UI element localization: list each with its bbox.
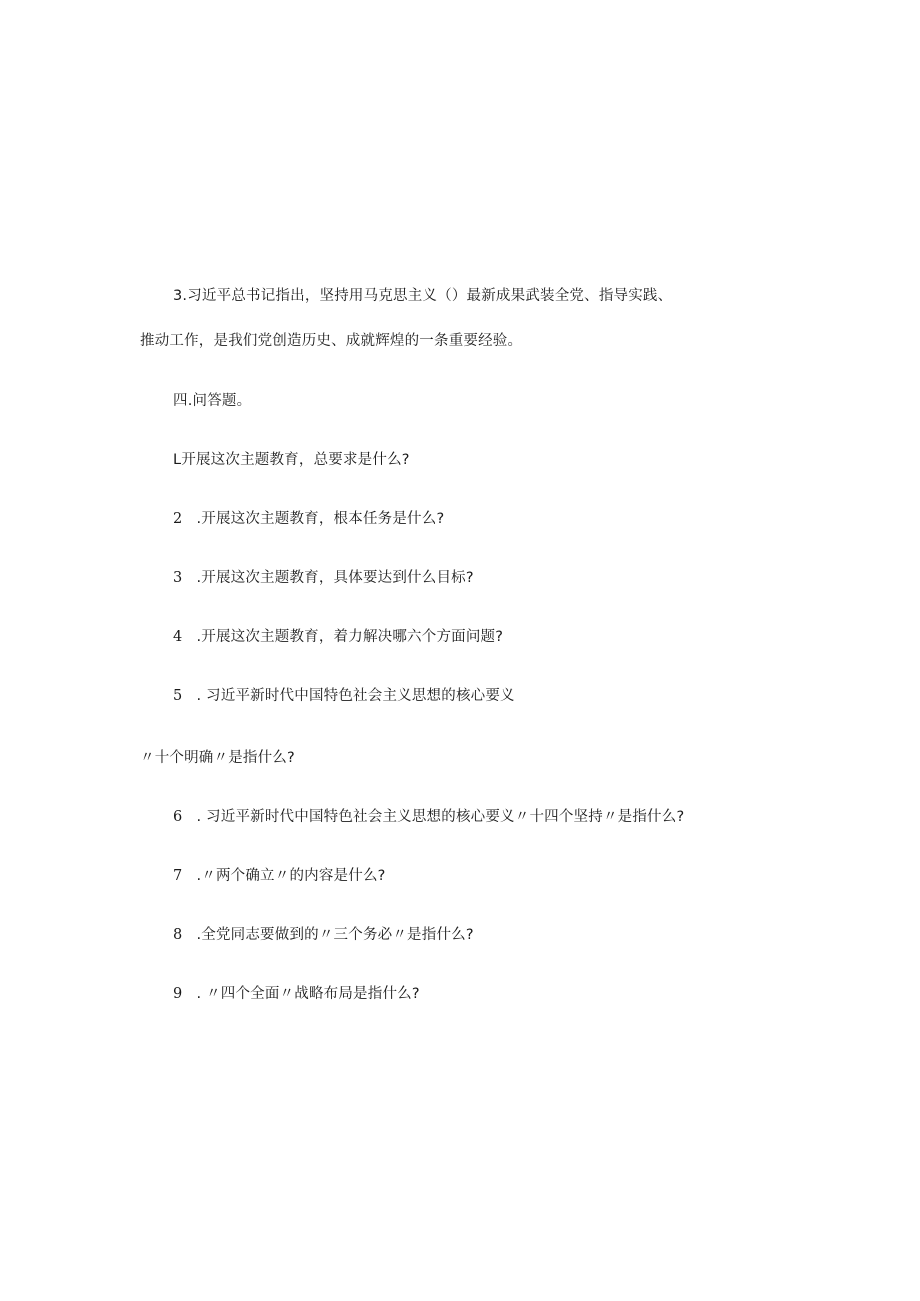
- question-number: 6: [173, 809, 183, 825]
- question-text: .开展这次主题教育，根本任务是什么?: [196, 511, 445, 527]
- question-number: 2: [173, 511, 183, 527]
- question-number: 3: [173, 570, 183, 586]
- question-text: .全党同志要做到的〃三个务必〃是指什么?: [196, 927, 474, 943]
- q3-line-1: 3.习近平总书记指出，坚持用马克思主义（）最新成果武装全党、指导实践、: [173, 288, 673, 304]
- question-2: [173, 509, 444, 529]
- question-text: .开展这次主题教育，具体要达到什么目标?: [196, 570, 474, 586]
- question-text: .开展这次主题教育，着力解决哪六个方面问题?: [196, 629, 504, 645]
- section-title: 四.问答题。: [173, 393, 252, 409]
- question-6: [173, 807, 684, 827]
- q3-line-2: 推动工作，是我们党创造历史、成就辉煌的一条重要经验。: [140, 333, 523, 349]
- question-4: [173, 627, 503, 647]
- question-3: [173, 568, 474, 588]
- question-5: [173, 686, 515, 706]
- question-number: 5: [173, 688, 183, 704]
- question-text: .〃两个确立〃的内容是什么?: [196, 868, 386, 884]
- question-text: . 〃四个全面〃战略布局是指什么?: [196, 986, 420, 1002]
- question-number: 8: [173, 927, 183, 943]
- question-7: [173, 866, 386, 886]
- question-9: [173, 984, 420, 1004]
- question-8: [173, 925, 474, 945]
- question-text: L开展这次主题教育，总要求是什么?: [173, 452, 410, 468]
- question-1: [173, 450, 410, 470]
- question-number: 9: [173, 986, 183, 1002]
- question-text: . 习近平新时代中国特色社会主义思想的核心要义〃十四个坚持〃是指什么?: [196, 809, 685, 825]
- question-number: 4: [173, 629, 183, 645]
- question-5-continuation: 〃十个明确〃是指什么?: [140, 750, 295, 766]
- question-text: . 习近平新时代中国特色社会主义思想的核心要义: [196, 688, 515, 704]
- question-number: 7: [173, 868, 183, 884]
